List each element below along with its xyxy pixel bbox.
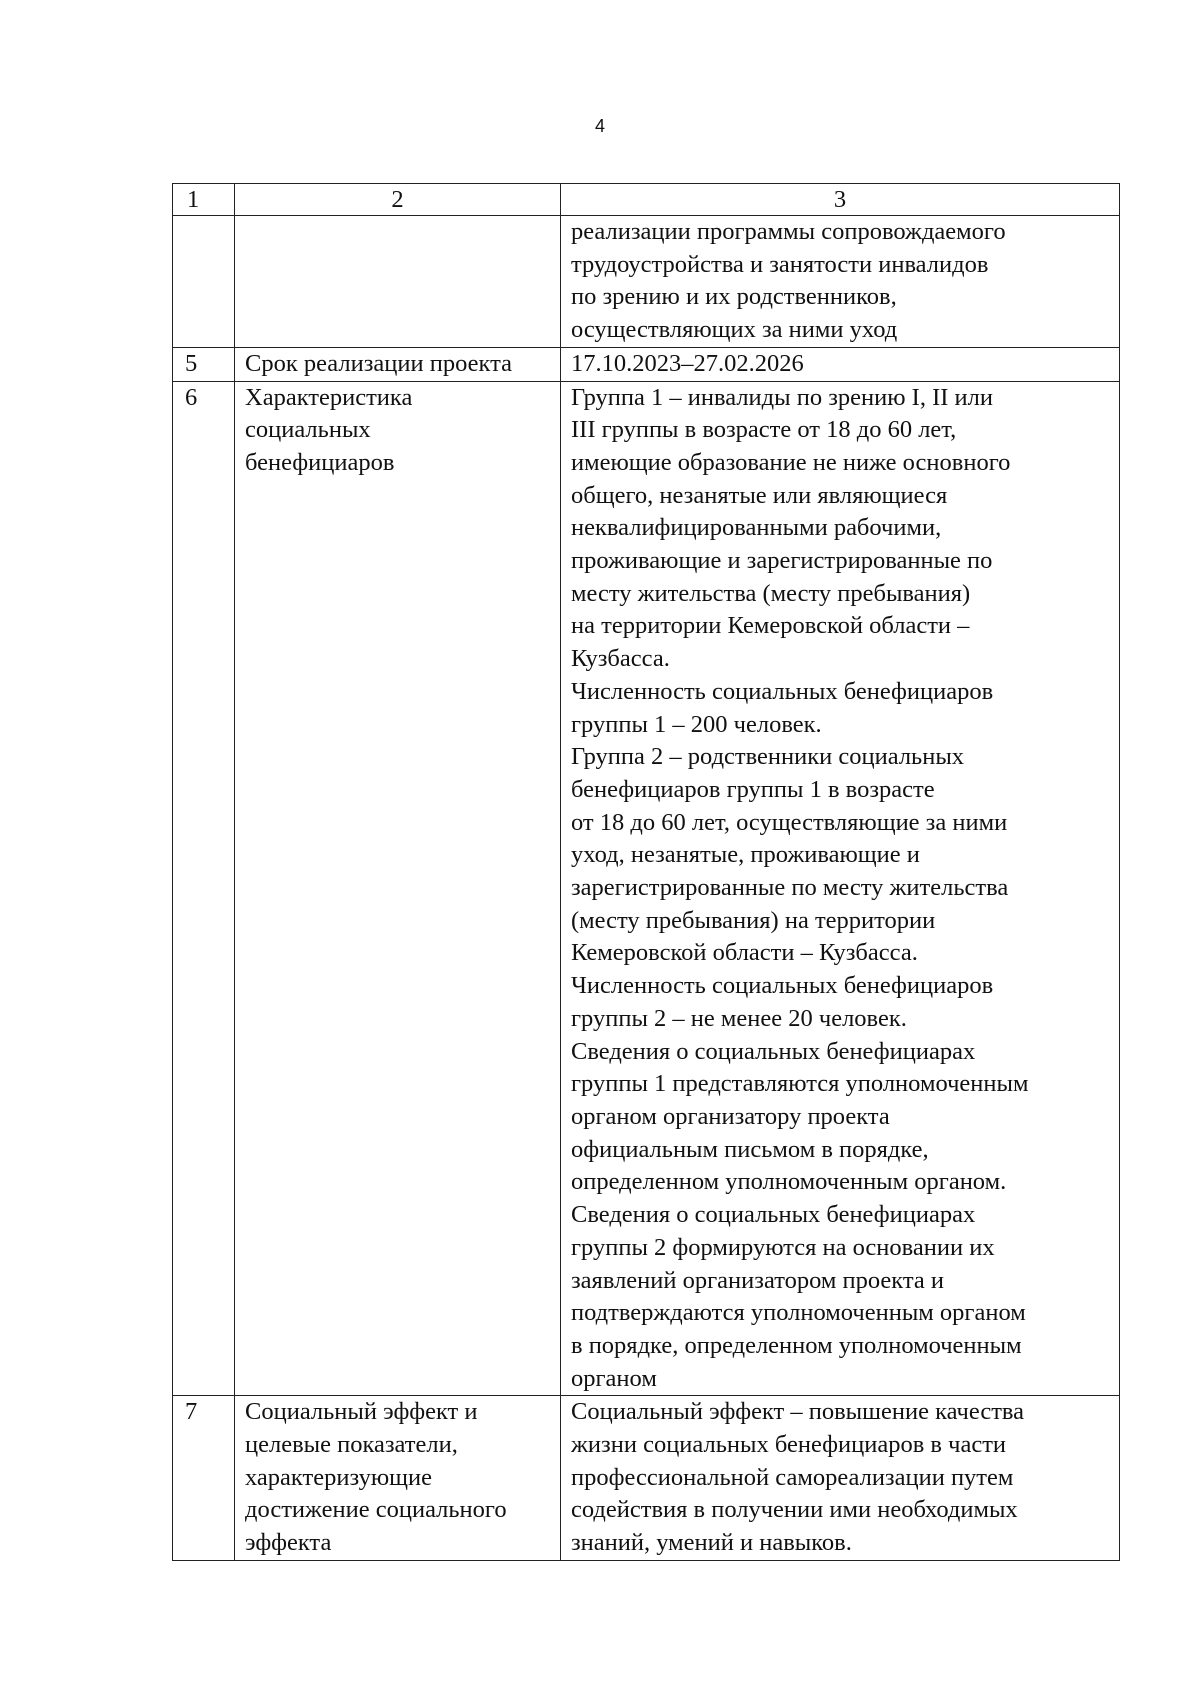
value-line: Кузбасса.	[571, 645, 670, 673]
value-line: III группы в возрасте от 18 до 60 лет,	[571, 416, 957, 444]
name-line: бенефициаров	[245, 448, 395, 476]
header-cell-3: 3	[561, 184, 1120, 216]
value-line: профессиональной самореализации путем	[571, 1463, 1014, 1491]
row-value-cell	[561, 1396, 1120, 1561]
value-line: проживающие и зарегистрированные по	[571, 547, 993, 575]
value-line: группы 2 формируются на основании их	[571, 1233, 995, 1261]
value-line: Сведения о социальных бенефициарах	[571, 1037, 976, 1065]
row-number: 6	[173, 381, 235, 1396]
value-line: от 18 до 60 лет, осуществляющие за ними	[571, 808, 1008, 836]
value-line: трудоустройства и занятости инвалидов	[571, 250, 989, 278]
value-line: Группа 1 – инвалиды по зрению I, II или	[571, 383, 993, 411]
value-line: по зрению и их родственников,	[571, 283, 897, 311]
value-line: в порядке, определенном уполномоченным	[571, 1331, 1022, 1359]
value-line: подтверждаются уполномоченным органом	[571, 1299, 1026, 1327]
value-line: официальным письмом в порядке,	[571, 1135, 929, 1163]
value-line: группы 1 – 200 человек.	[571, 710, 822, 738]
value-line: месту жительства (месту пребывания)	[571, 579, 971, 607]
value-line: осуществляющих за ними уход	[571, 316, 898, 344]
value-line: (месту пребывания) на территории	[571, 906, 936, 934]
value-line: Численность социальных бенефициаров	[571, 972, 994, 1000]
value-line: знаний, умений и навыков.	[571, 1529, 852, 1557]
value-line: заявлений организатором проекта и	[571, 1266, 944, 1294]
row-number: 7	[173, 1396, 235, 1561]
value-line: уход, незанятые, проживающие и	[571, 841, 920, 869]
header-cell-2: 2	[235, 184, 561, 216]
name-line: эффекта	[245, 1529, 332, 1557]
name-line: Социальный эффект и	[245, 1398, 478, 1426]
value-line: Группа 2 – родственники социальных	[571, 743, 965, 771]
table-header-row	[173, 184, 1120, 216]
table-row	[173, 347, 1120, 381]
value-line: Сведения о социальных бенефициарах	[571, 1201, 976, 1229]
value-line: реализации программы сопровождаемого	[571, 218, 1006, 245]
value-line: общего, незанятые или являющиеся	[571, 481, 948, 509]
row-name-cell	[235, 381, 561, 1396]
value-line: Социальный эффект – повышение качества	[571, 1398, 1025, 1426]
value-line: органом	[571, 1364, 657, 1392]
table-row	[173, 1396, 1120, 1561]
row-value-cell	[561, 381, 1120, 1396]
row-number: 5	[173, 347, 235, 381]
row-value-cell	[561, 347, 1120, 381]
name-line: Характеристика	[245, 383, 413, 411]
row-name-cell	[235, 216, 561, 348]
value-line: бенефициаров группы 1 в возрасте	[571, 775, 935, 803]
value-line: 17.10.2023–27.02.2026	[571, 349, 804, 377]
header-cell-1: 1	[173, 184, 235, 216]
table-row	[173, 216, 1120, 348]
value-line: органом организатору проекта	[571, 1102, 890, 1130]
name-line: достижение социального	[245, 1496, 507, 1524]
name-line: характеризующие	[245, 1463, 433, 1491]
value-line: группы 1 представляются уполномоченным	[571, 1070, 1029, 1098]
row-name-cell	[235, 1396, 561, 1561]
project-table	[172, 183, 1120, 1561]
value-line: зарегистрированные по месту жительства	[571, 874, 1009, 902]
name-line: Срок реализации проекта	[245, 349, 512, 377]
page-number: 4	[594, 116, 605, 136]
name-line: целевые показатели,	[245, 1431, 458, 1459]
value-line: неквалифицированными рабочими,	[571, 514, 942, 542]
value-line: Численность социальных бенефициаров	[571, 677, 994, 705]
value-line: Кемеровской области – Кузбасса.	[571, 939, 918, 967]
value-line: имеющие образование не ниже основного	[571, 448, 1011, 476]
value-line: группы 2 – не менее 20 человек.	[571, 1004, 907, 1032]
row-number	[173, 216, 235, 348]
value-line: жизни социальных бенефициаров в части	[571, 1431, 1007, 1459]
value-line: содействия в получении ими необходимых	[571, 1496, 1018, 1524]
row-value-cell	[561, 216, 1120, 348]
value-line: определенном уполномоченным органом.	[571, 1168, 1007, 1196]
row-name-cell	[235, 347, 561, 381]
table-row	[173, 381, 1120, 1396]
name-line: социальных	[245, 416, 371, 444]
value-line: на территории Кемеровской области –	[571, 612, 970, 640]
